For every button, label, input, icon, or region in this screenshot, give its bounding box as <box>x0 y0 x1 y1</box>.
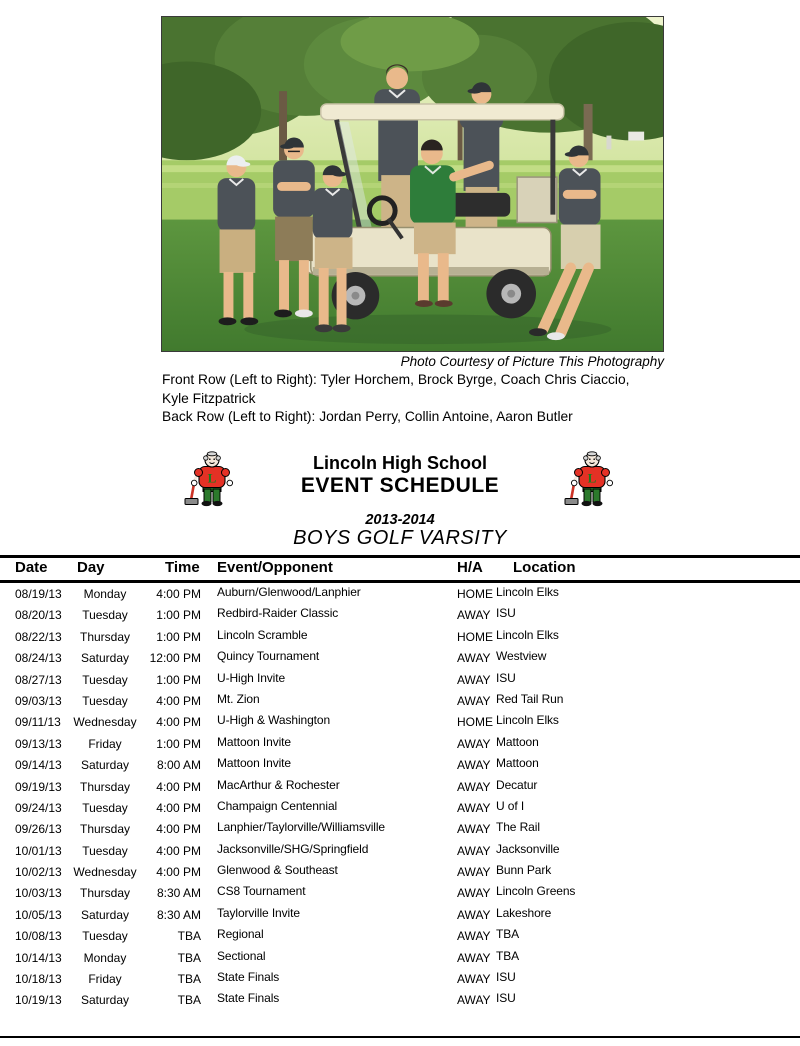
cell-ha: AWAY <box>457 865 491 880</box>
cell-time: 4:00 PM <box>156 822 201 837</box>
col-header-location: Location <box>513 559 576 576</box>
cell-date: 10/05/13 <box>15 907 62 922</box>
table-row <box>0 798 800 819</box>
cell-date: 10/08/13 <box>15 929 62 944</box>
table-row <box>0 926 800 947</box>
header-bottom-rule <box>0 580 800 583</box>
cell-ha: HOME <box>457 715 493 730</box>
roster-line-front-2: Kyle Fitzpatrick <box>162 390 256 406</box>
cell-location: Lakeshore <box>496 905 552 920</box>
cell-ha: AWAY <box>457 822 491 837</box>
cell-time: 8:00 AM <box>156 758 201 773</box>
cell-day: Tuesday <box>82 843 128 858</box>
cell-ha: AWAY <box>457 758 491 773</box>
col-header-event: Event/Opponent <box>217 559 333 576</box>
cell-event: Auburn/Glenwood/Lanphier <box>217 585 361 599</box>
cell-date: 08/24/13 <box>15 651 62 666</box>
col-header-ha: H/A <box>457 559 483 576</box>
cell-date: 09/19/13 <box>15 779 62 794</box>
cell-time: 1:00 PM <box>156 629 201 644</box>
table-row <box>0 990 800 1011</box>
roster-line-front-1: Front Row (Left to Right): Tyler Horchem, Brock Byrge, Coach Chris Ciaccio, <box>162 372 630 387</box>
cell-location: ISU <box>496 991 516 1006</box>
table-row <box>0 883 800 904</box>
cell-ha: AWAY <box>457 929 491 944</box>
cell-location: TBA <box>496 948 520 963</box>
cell-event: CS8 Tournament <box>217 884 306 899</box>
cell-event: Taylorville Invite <box>217 905 300 920</box>
cell-location: Decatur <box>496 777 538 792</box>
cell-date: 09/11/13 <box>15 715 61 730</box>
cell-day: Tuesday <box>82 608 128 623</box>
cell-event: Quincy Tournament <box>217 649 320 664</box>
cell-day: Tuesday <box>82 693 128 708</box>
table-row <box>0 734 800 755</box>
table-row <box>0 627 800 648</box>
cell-time: 4:00 PM <box>156 715 201 730</box>
cell-event: Redbird-Raider Classic <box>217 606 339 621</box>
cell-ha: HOME <box>457 587 493 601</box>
cell-date: 10/14/13 <box>15 950 62 965</box>
table-row <box>0 584 800 605</box>
cell-location: ISU <box>496 670 516 685</box>
school-name: Lincoln High School <box>313 453 487 473</box>
cell-day: Thursday <box>79 886 131 901</box>
table-row <box>0 841 800 862</box>
cell-time: 8:30 AM <box>156 907 201 922</box>
cell-location: Mattoon <box>496 734 539 749</box>
cell-day: Saturday <box>80 907 130 922</box>
cell-date: 08/27/13 <box>15 672 62 687</box>
cell-ha: AWAY <box>457 843 491 858</box>
cell-ha: AWAY <box>457 886 491 901</box>
cell-location: Mattoon <box>496 756 539 771</box>
cell-location: Lincoln Greens <box>496 884 576 899</box>
cell-event: U-High Invite <box>217 670 286 685</box>
cell-time: TBA <box>177 929 201 944</box>
season-label: 2013-2014 <box>365 512 435 528</box>
cell-day: Wednesday <box>73 865 137 880</box>
cell-ha: AWAY <box>457 672 491 687</box>
cell-ha: AWAY <box>457 693 491 708</box>
cell-time: TBA <box>177 993 201 1008</box>
cell-event: U-High & Washington <box>217 713 331 728</box>
cell-event: Jacksonville/SHG/Springfield <box>217 841 369 856</box>
page-title: EVENT SCHEDULE <box>300 474 500 497</box>
table-row <box>0 819 800 840</box>
col-header-day: Day <box>77 559 105 576</box>
cell-ha: HOME <box>457 629 493 644</box>
team-photo <box>161 16 664 352</box>
cell-location: ISU <box>496 970 516 985</box>
cell-date: 09/26/13 <box>15 822 62 837</box>
cell-time: 4:00 PM <box>156 800 201 815</box>
photo-credit: Photo Courtesy of Picture This Photography <box>400 354 664 369</box>
cell-date: 10/18/13 <box>15 972 62 987</box>
cell-date: 09/24/13 <box>15 800 62 815</box>
cell-day: Tuesday <box>82 800 128 815</box>
cell-event: Regional <box>217 927 264 942</box>
cell-event: Mattoon Invite <box>217 734 291 749</box>
cell-ha: AWAY <box>457 779 491 794</box>
cell-date: 10/19/13 <box>15 993 62 1008</box>
cell-time: 1:00 PM <box>156 608 201 623</box>
cell-day: Saturday <box>80 758 130 773</box>
cell-date: 09/13/13 <box>15 736 62 751</box>
cell-date: 10/03/13 <box>15 886 62 901</box>
cell-day: Wednesday <box>73 715 137 730</box>
cell-event: Mattoon Invite <box>217 756 291 771</box>
cell-location: Lincoln Elks <box>496 627 559 642</box>
cell-ha: AWAY <box>457 907 491 922</box>
cell-day: Saturday <box>80 651 130 666</box>
cell-time: TBA <box>177 972 201 987</box>
cell-time: 4:00 PM <box>156 587 201 601</box>
cell-date: 10/01/13 <box>15 843 62 858</box>
table-row <box>0 948 800 969</box>
schedule-table-header <box>0 559 800 579</box>
roster-text <box>162 371 682 427</box>
cell-time: 8:30 AM <box>156 886 201 901</box>
table-row <box>0 755 800 776</box>
table-row <box>0 905 800 926</box>
table-row <box>0 712 800 733</box>
cell-ha: AWAY <box>457 800 491 815</box>
cell-event: Glenwood & Southeast <box>217 863 338 878</box>
cell-event: Mt. Zion <box>217 691 260 706</box>
cell-day: Thursday <box>79 779 131 794</box>
table-row <box>0 670 800 691</box>
cell-event: Lincoln Scramble <box>217 627 308 642</box>
table-row <box>0 777 800 798</box>
cell-time: TBA <box>177 950 201 965</box>
cell-date: 09/14/13 <box>15 758 62 773</box>
cell-event: State Finals <box>217 970 280 985</box>
cell-event: State Finals <box>217 991 280 1006</box>
roster-line-back: Back Row (Left to Right): Jordan Perry, Collin Antoine, Aaron Butler <box>162 409 573 424</box>
cell-time: 4:00 PM <box>156 779 201 794</box>
cell-ha: AWAY <box>457 993 491 1008</box>
header-top-rule <box>0 555 800 558</box>
cell-day: Monday <box>83 587 127 601</box>
cell-ha: AWAY <box>457 950 491 965</box>
cell-day: Friday <box>88 972 122 987</box>
cell-location: Bunn Park <box>496 863 552 878</box>
cell-location: ISU <box>496 606 516 621</box>
col-header-time: Time <box>165 559 200 576</box>
cell-day: Tuesday <box>82 929 128 944</box>
table-row <box>0 691 800 712</box>
table-row <box>0 605 800 626</box>
team-photo-illustration <box>162 17 663 351</box>
page-bottom-rule <box>0 1036 800 1038</box>
schedule-rows <box>0 584 800 1012</box>
team-label: BOYS GOLF VARSITY <box>293 527 507 549</box>
cell-day: Thursday <box>79 629 131 644</box>
cell-date: 08/22/13 <box>15 629 62 644</box>
cell-time: 12:00 PM <box>149 651 201 666</box>
cell-day: Tuesday <box>82 672 128 687</box>
cell-location: Jacksonville <box>496 841 560 856</box>
cell-ha: AWAY <box>457 651 491 666</box>
cell-time: 1:00 PM <box>156 736 201 751</box>
cell-location: The Rail <box>496 820 540 835</box>
cell-event: Champaign Centennial <box>217 798 338 813</box>
cell-location: Westview <box>496 649 547 664</box>
cell-date: 08/20/13 <box>15 608 62 623</box>
table-row <box>0 969 800 990</box>
cell-time: 4:00 PM <box>156 843 201 858</box>
cell-time: 4:00 PM <box>156 693 201 708</box>
cell-day: Monday <box>83 950 127 965</box>
cell-event: MacArthur & Rochester <box>217 777 340 792</box>
cell-day: Friday <box>88 736 122 751</box>
cell-location: TBA <box>496 927 520 942</box>
cell-ha: AWAY <box>457 736 491 751</box>
cell-ha: AWAY <box>457 972 491 987</box>
table-row <box>0 648 800 669</box>
cell-location: Red Tail Run <box>496 691 564 706</box>
table-row <box>0 862 800 883</box>
cell-event: Sectional <box>217 948 266 963</box>
cell-ha: AWAY <box>457 608 491 623</box>
cell-location: Lincoln Elks <box>496 585 559 599</box>
cell-date: 08/19/13 <box>15 587 62 601</box>
cell-time: 1:00 PM <box>156 672 201 687</box>
cell-day: Saturday <box>80 993 130 1008</box>
col-header-date: Date <box>15 559 48 576</box>
cell-location: U of I <box>496 798 525 813</box>
cell-day: Thursday <box>79 822 131 837</box>
cell-time: 4:00 PM <box>156 865 201 880</box>
cell-date: 09/03/13 <box>15 693 62 708</box>
cell-date: 10/02/13 <box>15 865 62 880</box>
cell-location: Lincoln Elks <box>496 713 559 728</box>
cell-event: Lanphier/Taylorville/Williamsville <box>217 820 385 835</box>
